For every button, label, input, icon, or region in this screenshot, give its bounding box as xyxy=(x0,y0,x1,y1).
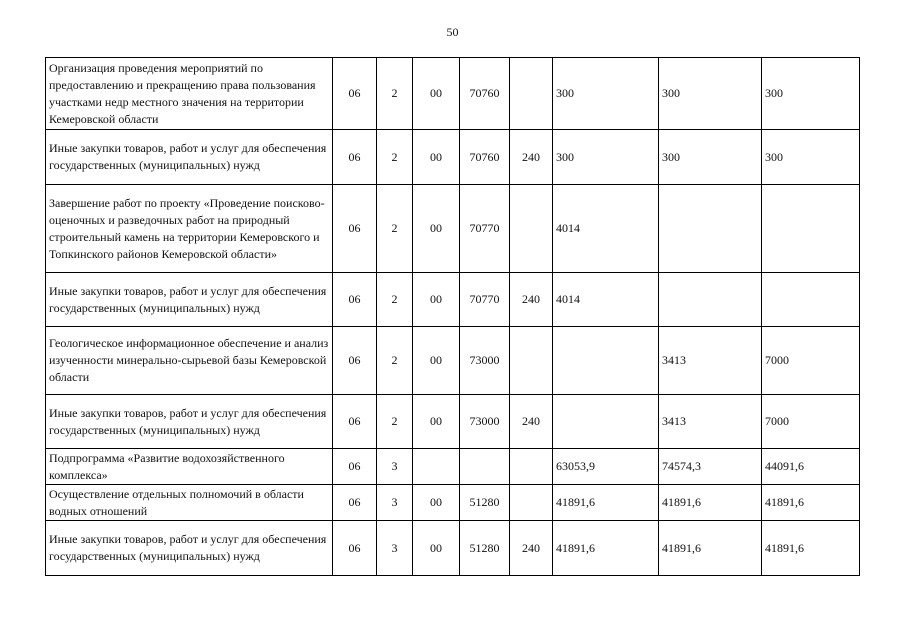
table-row xyxy=(46,185,860,273)
expense-type-code: 240 xyxy=(510,395,553,449)
row-name: Геологическое информационное обеспечение и анализ изученности минерально-сырьевой базы Кемеровской области xyxy=(46,327,333,395)
program-code: 00 xyxy=(413,327,460,395)
row-name: Завершение работ по проекту «Проведение поисково-оценочных и разведочных работ на природный строительный камень на территории Кемеровского и Топкинского районов Кемеровской области» xyxy=(46,185,333,273)
direction-code xyxy=(460,449,510,485)
expense-type-code xyxy=(510,327,553,395)
amount-3: 7000 xyxy=(762,327,860,395)
amount-2: 41891,6 xyxy=(659,521,762,576)
section-code: 06 xyxy=(333,130,377,185)
amount-1 xyxy=(553,327,659,395)
amount-1: 300 xyxy=(553,58,659,130)
row-name: Иные закупки товаров, работ и услуг для обеспечения государственных (муниципальных) нужд xyxy=(46,521,333,576)
expense-type-code xyxy=(510,485,553,521)
amount-3: 300 xyxy=(762,130,860,185)
row-name: Осуществление отдельных полномочий в области водных отношений xyxy=(46,485,333,521)
amount-1: 41891,6 xyxy=(553,521,659,576)
program-code: 00 xyxy=(413,185,460,273)
row-name: Организация проведения мероприятий по предоставлению и прекращению права пользования участками недр местного значения на территории Кемеровской области xyxy=(46,58,333,130)
table-row xyxy=(46,485,860,521)
subsection-code: 2 xyxy=(377,58,413,130)
program-code: 00 xyxy=(413,395,460,449)
program-code: 00 xyxy=(413,130,460,185)
amount-2: 300 xyxy=(659,130,762,185)
subsection-code: 2 xyxy=(377,395,413,449)
expense-type-code: 240 xyxy=(510,273,553,327)
amount-2 xyxy=(659,273,762,327)
expense-type-code xyxy=(510,58,553,130)
amount-3: 300 xyxy=(762,58,860,130)
row-name: Иные закупки товаров, работ и услуг для обеспечения государственных (муниципальных) нужд xyxy=(46,395,333,449)
amount-1: 300 xyxy=(553,130,659,185)
subsection-code: 3 xyxy=(377,485,413,521)
amount-1: 4014 xyxy=(553,273,659,327)
amount-3 xyxy=(762,273,860,327)
subsection-code: 2 xyxy=(377,273,413,327)
table-row xyxy=(46,521,860,576)
subsection-code: 2 xyxy=(377,130,413,185)
expense-type-code: 240 xyxy=(510,521,553,576)
table-row xyxy=(46,449,860,485)
amount-2: 300 xyxy=(659,58,762,130)
amount-1: 63053,9 xyxy=(553,449,659,485)
direction-code: 73000 xyxy=(460,327,510,395)
direction-code: 51280 xyxy=(460,521,510,576)
row-name: Подпрограмма «Развитие водохозяйственного комплекса» xyxy=(46,449,333,485)
section-code: 06 xyxy=(333,185,377,273)
budget-table xyxy=(45,57,860,576)
amount-3 xyxy=(762,185,860,273)
amount-2: 74574,3 xyxy=(659,449,762,485)
table-row xyxy=(46,395,860,449)
section-code: 06 xyxy=(333,58,377,130)
direction-code: 73000 xyxy=(460,395,510,449)
program-code: 00 xyxy=(413,521,460,576)
row-name: Иные закупки товаров, работ и услуг для обеспечения государственных (муниципальных) нужд xyxy=(46,130,333,185)
amount-3: 7000 xyxy=(762,395,860,449)
program-code: 00 xyxy=(413,58,460,130)
subsection-code: 3 xyxy=(377,449,413,485)
table-row xyxy=(46,327,860,395)
section-code: 06 xyxy=(333,327,377,395)
amount-2: 41891,6 xyxy=(659,485,762,521)
section-code: 06 xyxy=(333,485,377,521)
subsection-code: 2 xyxy=(377,327,413,395)
amount-2: 3413 xyxy=(659,327,762,395)
subsection-code: 3 xyxy=(377,521,413,576)
direction-code: 70760 xyxy=(460,130,510,185)
table-row xyxy=(46,58,860,130)
subsection-code: 2 xyxy=(377,185,413,273)
expense-type-code: 240 xyxy=(510,130,553,185)
amount-1: 4014 xyxy=(553,185,659,273)
direction-code: 70770 xyxy=(460,273,510,327)
table-row xyxy=(46,130,860,185)
direction-code: 51280 xyxy=(460,485,510,521)
amount-3: 41891,6 xyxy=(762,521,860,576)
page-number: 50 xyxy=(446,25,459,39)
expense-type-code xyxy=(510,449,553,485)
section-code: 06 xyxy=(333,395,377,449)
expense-type-code xyxy=(510,185,553,273)
section-code: 06 xyxy=(333,449,377,485)
amount-2: 3413 xyxy=(659,395,762,449)
program-code: 00 xyxy=(413,485,460,521)
direction-code: 70760 xyxy=(460,58,510,130)
amount-2 xyxy=(659,185,762,273)
amount-1 xyxy=(553,395,659,449)
direction-code: 70770 xyxy=(460,185,510,273)
amount-3: 44091,6 xyxy=(762,449,860,485)
program-code: 00 xyxy=(413,273,460,327)
program-code xyxy=(413,449,460,485)
amount-3: 41891,6 xyxy=(762,485,860,521)
table-row xyxy=(46,273,860,327)
section-code: 06 xyxy=(333,521,377,576)
section-code: 06 xyxy=(333,273,377,327)
row-name: Иные закупки товаров, работ и услуг для обеспечения государственных (муниципальных) нужд xyxy=(46,273,333,327)
amount-1: 41891,6 xyxy=(553,485,659,521)
